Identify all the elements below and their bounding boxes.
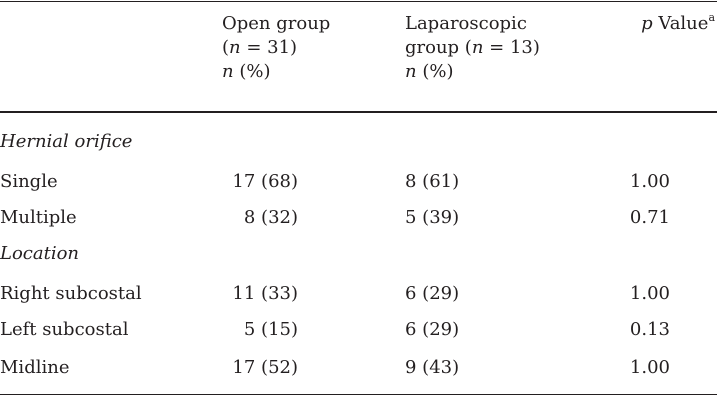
bottom-rule bbox=[0, 394, 717, 395]
cell-p-midline: 1.00 bbox=[629, 357, 670, 378]
cell-open-right-subcostal: 11 (33) bbox=[232, 283, 298, 304]
cell-p-left-subcostal: 0.13 bbox=[629, 319, 670, 340]
cell-lap-midline: 9 (43) bbox=[405, 357, 460, 378]
header-lap-line1: Laparoscopic bbox=[405, 13, 527, 34]
cell-open-midline: 17 (52) bbox=[232, 357, 298, 378]
header-open-line3: n (%) bbox=[222, 61, 271, 82]
row-label-single: Single bbox=[0, 171, 58, 192]
row-label-midline: Midline bbox=[0, 357, 70, 378]
cell-p-single: 1.00 bbox=[629, 171, 670, 192]
cell-lap-multiple: 5 (39) bbox=[405, 207, 460, 228]
cell-lap-right-subcostal: 6 (29) bbox=[405, 283, 460, 304]
header-open-line2: (n = 31) bbox=[222, 37, 298, 58]
row-label-left-subcostal: Left subcostal bbox=[0, 319, 129, 340]
cell-open-single: 17 (68) bbox=[232, 171, 298, 192]
top-rule bbox=[0, 1, 717, 2]
cell-lap-single: 8 (61) bbox=[405, 171, 460, 192]
section-title-hernial-orifice: Hernial orifice bbox=[0, 131, 133, 152]
cell-lap-left-subcostal: 6 (29) bbox=[405, 319, 460, 340]
cell-open-multiple: 8 (32) bbox=[243, 207, 298, 228]
header-lap-line2: group (n = 13) bbox=[405, 37, 540, 58]
cell-p-multiple: 0.71 bbox=[629, 207, 670, 228]
cell-open-left-subcostal: 5 (15) bbox=[243, 319, 298, 340]
footnote-marker: a bbox=[708, 11, 715, 24]
row-label-multiple: Multiple bbox=[0, 207, 77, 228]
section-title-location: Location bbox=[0, 243, 80, 264]
header-pvalue: p Value$^a$ bbox=[641, 11, 715, 34]
header-open-line1: Open group bbox=[222, 13, 331, 34]
header-lap-line3: n (%) bbox=[405, 61, 454, 82]
header-rule bbox=[0, 111, 717, 113]
cell-p-right-subcostal: 1.00 bbox=[629, 283, 670, 304]
row-label-right-subcostal: Right subcostal bbox=[0, 283, 142, 304]
